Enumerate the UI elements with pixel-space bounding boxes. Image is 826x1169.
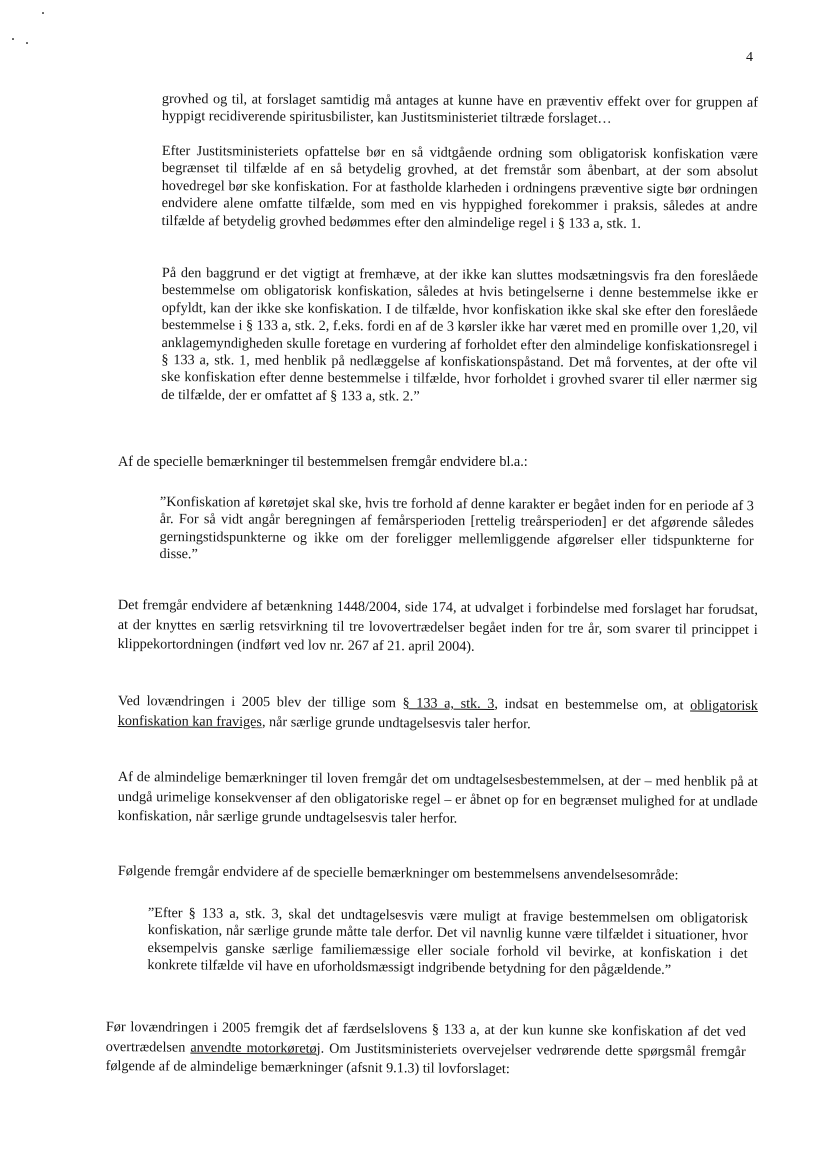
text-run: Ved lovændringen i 2005 blev der tillige som: [117, 692, 403, 712]
quote-paragraph: På den baggrund er det vigtigt at fremhæve, at der ikke kan sluttes modsætningsvis fra den foreslåede bestemmelse om obligatorisk konfiskation, således at hvis betingelserne i denne bestemmelse ikke er opfyldt, kan der ikke ske konfiskation. I de tilfælde, hvor konfiskation ikke skal ske efter den foreslåede bestemmelse i § 133 a, stk. 2, f.eks. fordi en af de 3 kørsler ikke har været med en promille over 1,20, vil anklagemyndigheden skulle foretage en vurdering af forholdet efter den almindelige konfiskationsregel i § 133 a, stk. 1, med henblik på nedlæggelse af konfiskationspåstand. Det må forventes, at der ofte vil ske konfiskation efter denne bestemmelse i tilfælde, hvor forholdet i grovhed svarer til eller nærmer sig de tilfælde, der er omfattet af § 133 a, stk. 2.”: [161, 265, 758, 405]
intro-text: Følgende fremgår endvidere af de specielle bemærkninger om bestemmelsens anvendelsesområde:: [117, 862, 679, 884]
quote-paragraph: grovhed og til, at forslaget samtidig må antages at kunne have en præventiv effekt over for gruppen af hyppigt recidiverende spiritusbilister, kan Justitsministeriet tiltræde forslaget…: [161, 91, 758, 128]
body-paragraph: [118, 692, 758, 736]
underlined-phrase: obligatorisk konfiskation kan fraviges: [117, 697, 758, 730]
quote-paragraph: ”Efter § 133 a, stk. 3, skal det undtagelsesvis være muligt at fravige bestemmelsen om obligatorisk konfiskation, når særlige grunde måtte tale derfor. Det vil navnlig kunne være tilfældet i situationer, hvor eksempelvis ganske særlige familiemæssige eller sociale forhold vil bevirke, at konfiskation i det konkrete tilfælde vil have en uforholdsmæssigt indgribende betydning for den pågældende.”: [147, 905, 748, 979]
intro-text: Af de specielle bemærkninger til bestemmelsen fremgår endvidere bl.a.:: [118, 454, 528, 470]
text-run: . Om Justitsministeriets overvejelser vedrørende dette spørgsmål fremgår følgende af de almindelige bemærkninger (afsnit 9.1.3) til lovforslaget:: [105, 1040, 746, 1078]
text-run: , indsat en bestemmelse om, at: [494, 695, 691, 714]
scan-speck: [12, 38, 14, 40]
text-run: , når særlige grunde undtagelsesvis taler herfor.: [261, 713, 531, 732]
page-number: 4: [746, 50, 753, 65]
quote-paragraph: Efter Justitsministeriets opfattelse bør en så vidtgående ordning som obligatorisk konfiskation være begrænset til tilfælde af en så betydelig grovhed, at det fremstår som åbenbart, at der som absolut hovedregel bør ske konfiskation. For at fastholde klarheden i ordningens præventive sigte bør ordningen endvidere alene omfatte tilfælde, som med en vis hyppighed forekommer i praksis, således at andre tilfælde af betydelig grovhed bedømmes efter den almindelige regel i § 133 a, stk. 1.: [161, 143, 758, 232]
statute-reference: § 133 a, stk. 3: [402, 695, 495, 712]
scan-speck: [26, 42, 28, 44]
body-paragraph: [106, 1018, 746, 1082]
quote-paragraph: ”Konfiskation af køretøjet skal ske, hvis tre forhold af denne karakter er begået inden for en periode af 3 år. For så vidt angår beregningen af femårsperioden [rettelig treårsperioden] er det afgørende således gerningstidspunkterne og ikke om der foreligger mellemliggende afgørelser eller tidspunkterne for disse.”: [159, 494, 754, 563]
text-run: Før lovændringen i 2005 fremgik det af færdselslovens § 133 a, at der kun kunne ske konfiskation af det ved overtrædelsen: [105, 1018, 746, 1056]
body-paragraph: Det fremgår endvidere af betænkning 1448/2004, side 174, at udvalget i forbindelse med forslaget har forudsat, at der knyttes en særlig retsvirkning til tre lovovertrædelser begået inden for tre år, som svarer til princippet i klippekortordningen (indført ved lov nr. 267 af 21. april 2004).: [117, 596, 758, 655]
body-paragraph: Af de almindelige bemærkninger til loven fremgår det om undtagelsesbestemmelsen, at der – med henblik på at undgå urimelige konsekvenser af den obligatoriske regel – er åbnet op for en begrænset mulighed for at undlade konfiskation, når særlige grunde undtagelsesvis taler herfor.: [117, 768, 758, 827]
scan-speck: [42, 12, 44, 14]
underlined-phrase: anvendte motorkøretøj: [190, 1039, 321, 1057]
